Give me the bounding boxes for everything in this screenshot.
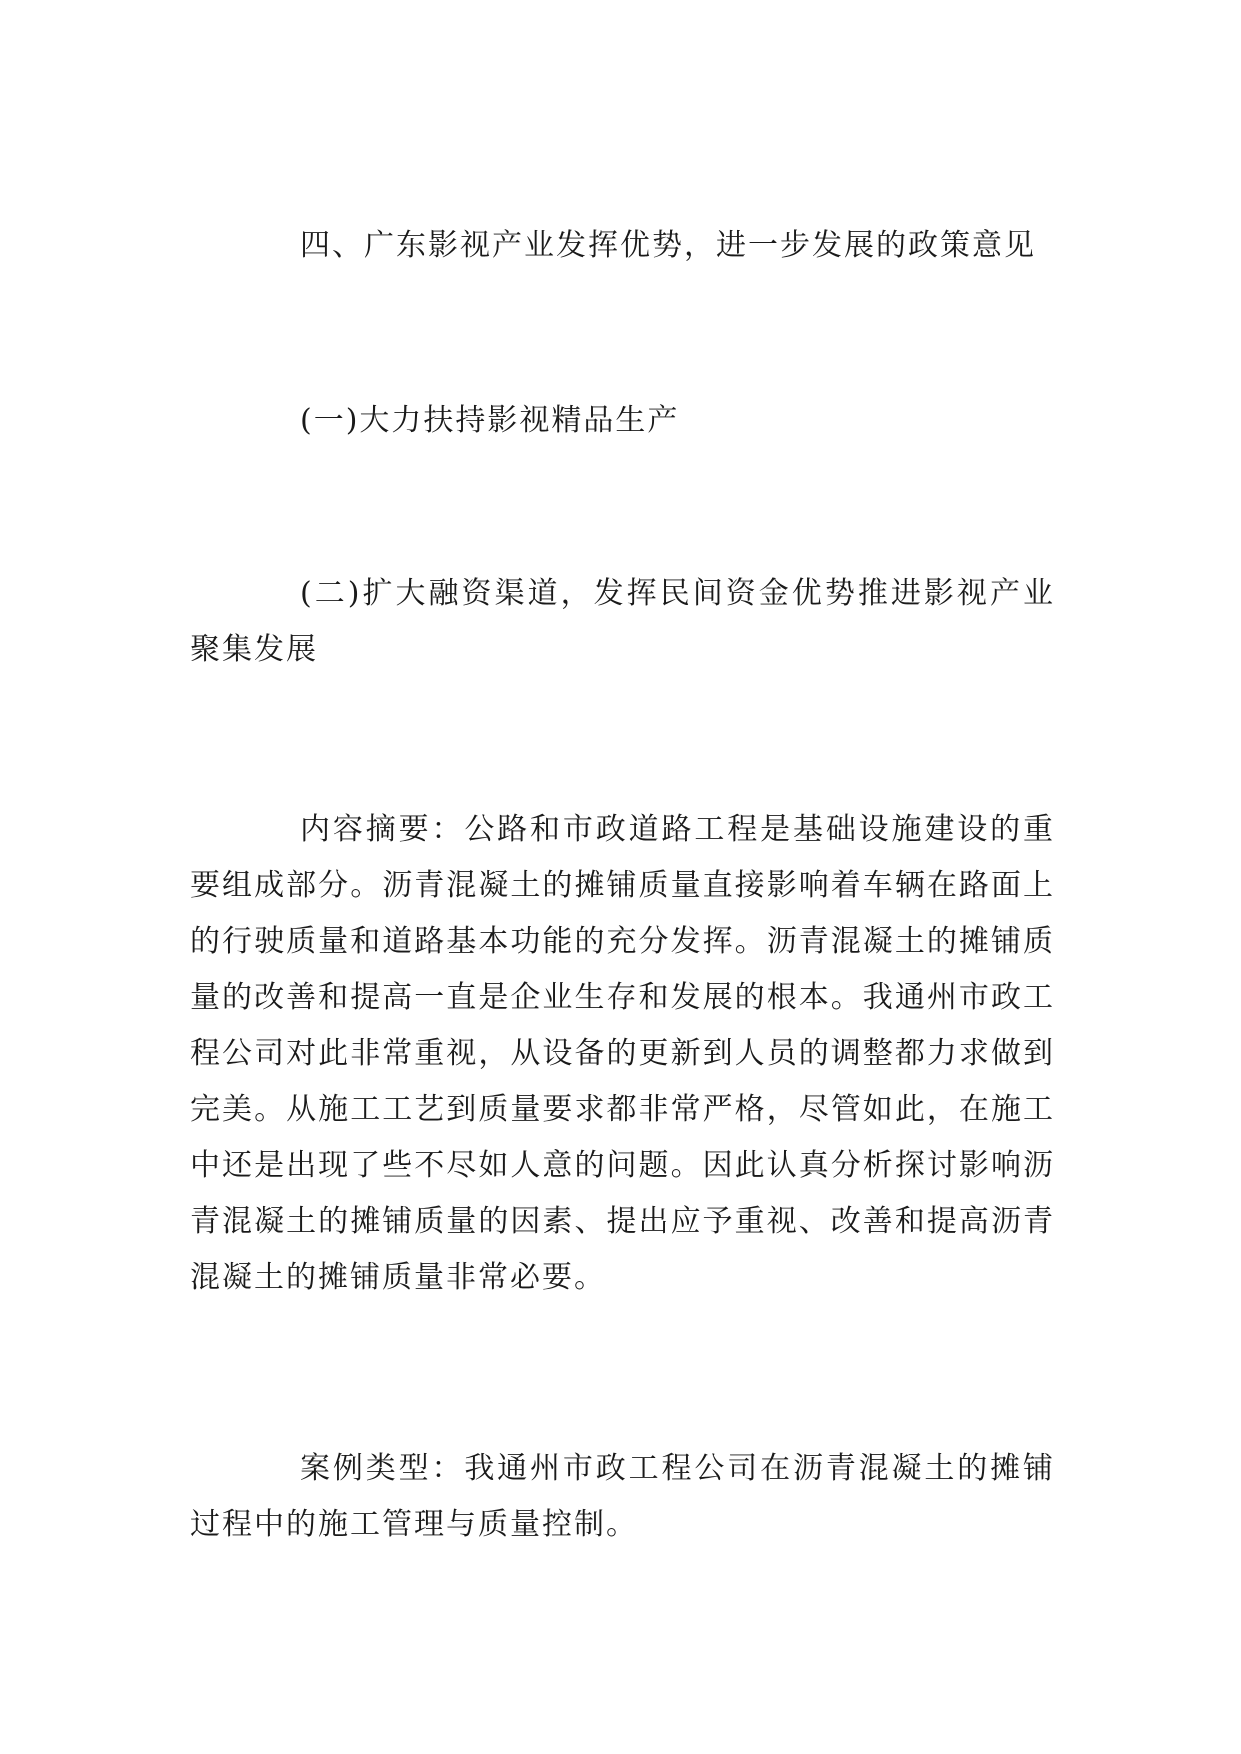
section-heading-policy: 四、广东影视产业发挥优势，进一步发展的政策意见 — [300, 228, 1036, 263]
subheading-support-production: (一)大力扶持影视精品生产 — [300, 403, 680, 438]
abstract-paragraph: 内容摘要：公路和市政道路工程是基础设施建设的重要组成部分。沥青混凝土的摊铺质量直接影响着车辆在路面上的行驶质量和道路基本功能的充分发挥。沥青混凝土的摊铺质量的改善和提高一直是企业生存和发展的根本。我通州市政工程公司对此非常重视，从设备的更新到人员的调整都力求做到完美。从施工工艺到质量要求都非常严格，尽管如此，在施工中还是出现了些不尽如人意的问题。因此认真分析探讨影响沥青混凝土的摊铺质量的因素、提出应予重视、改善和提高沥青混凝土的摊铺质量非常必要。 — [190, 812, 1055, 1295]
case-type-paragraph: 案例类型：我通州市政工程公司在沥青混凝土的摊铺过程中的施工管理与质量控制。 — [190, 1451, 1055, 1542]
subheading-financing-channels: (二)扩大融资渠道，发挥民间资金优势推进影视产业聚集发展 — [190, 576, 1055, 667]
